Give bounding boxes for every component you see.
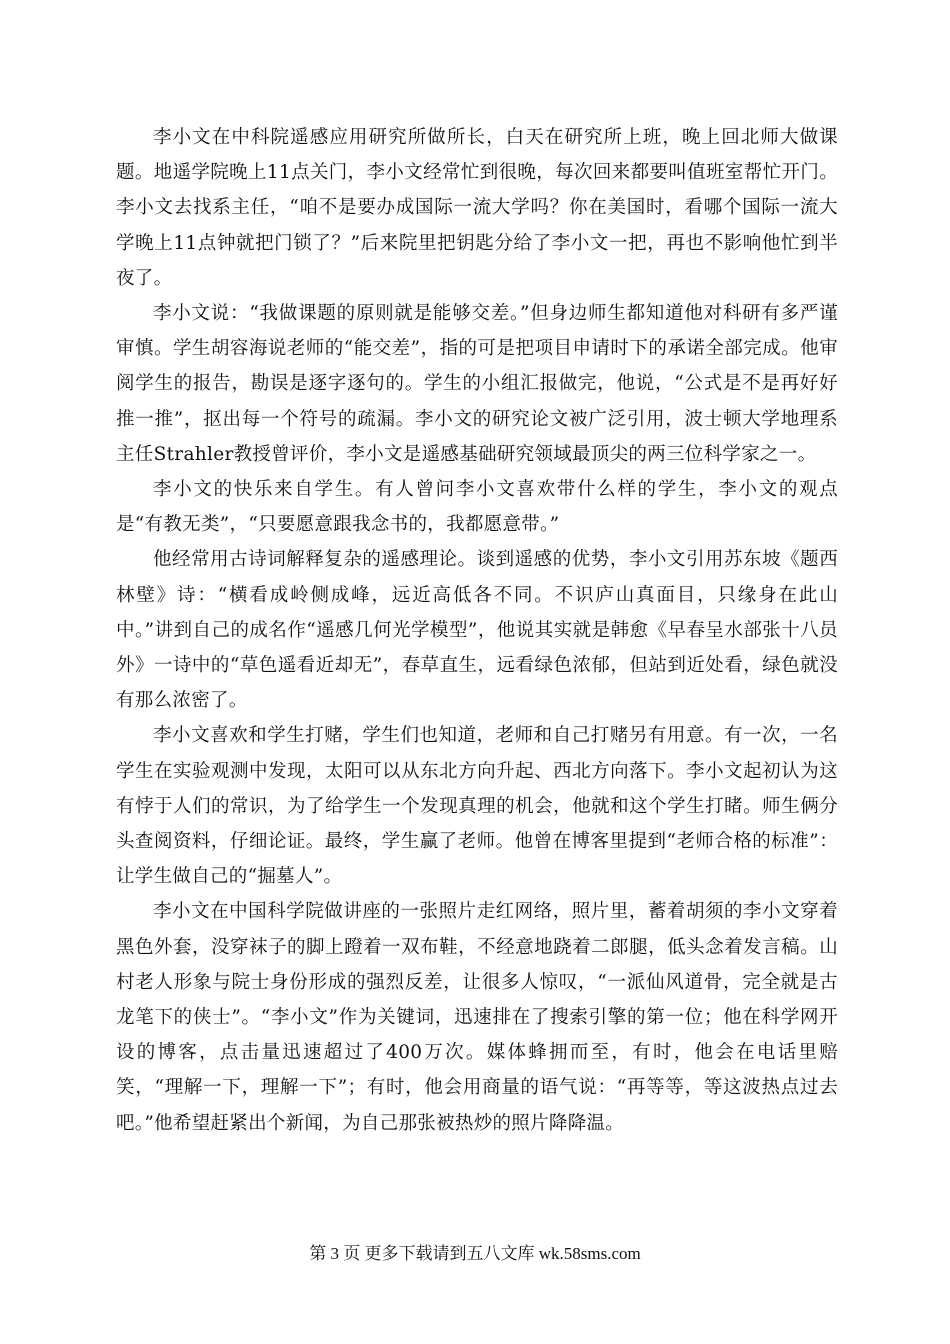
paragraph-6: 李小文在中国科学院做讲座的一张照片走红网络，照片里，蓄着胡须的李小文穿着黑色外套，没穿袜子的脚上蹬着一双布鞋，不经意地跷着二郎腿，低头念着发言稿。山村老人形象与院士身份形成的强烈反差，让很多人惊叹，“一派仙风道骨，完全就是古龙笔下的侠士”。“李小文”作为关键词，迅速排在了搜索引擎的第一位；他在科学网开设的博客，点击量迅速超过了400万次。媒体蜂拥而至，有时，他会在电话里赔笑，“理解一下，理解一下”；有时，他会用商量的语气说：“再等等，等这波热点过去吧。”他希望赶紧出个新闻，为自己那张被热炒的照片降降温。 [116, 901, 838, 1134]
paragraph-1: 李小文在中科院遥感应用研究所做所长，白天在研究所上班，晚上回北师大做课题。地遥学院晚上11点关门，李小文经常忙到很晚，每次回来都要叫值班室帮忙开门。李小文去找系主任，“咱不是要办成国际一流大学吗？你在美国时，看哪个国际一流大学晚上11点钟就把门锁了？”后来院里把钥匙分给了李小文一把，再也不影响他忙到半夜了。 [116, 127, 838, 289]
page-footer: 第 3 页 更多下载请到五八文库 wk.58sms.com [309, 1244, 641, 1263]
paragraph-5: 李小文喜欢和学生打赌，学生们也知道，老师和自己打赌另有用意。有一次，一名学生在实验观测中发现，太阳可以从东北方向升起、西北方向落下。李小文起初认为这有悖于人们的常识，为了给学生一个发现真理的机会，他就和这个学生打睹。师生俩分头查阅资料，仔细论证。最终，学生赢了老师。他曾在博客里提到“老师合格的标准”：让学生做自己的“掘墓人”。 [116, 725, 838, 888]
paragraph-4: 他经常用古诗词解释复杂的遥感理论。谈到遥感的优势，李小文引用苏东坡《题西林壁》诗：“横看成岭侧成峰，远近高低各不同。不识庐山真面目，只缘身在此山中。”讲到自己的成名作“遥感几何光学模型”，他说其实就是韩愈《早春呈水部张十八员外》一诗中的“草色遥看近却无”，春草直生，远看绿色浓郁，但站到近处看，绿色就没有那么浓密了。 [116, 549, 838, 712]
paragraph-3: 李小文的快乐来自学生。有人曾问李小文喜欢带什么样的学生，李小文的观点是“有教无类”，“只要愿意跟我念书的，我都愿意带。” [116, 479, 838, 536]
paragraph-2: 李小文说：“我做课题的原则就是能够交差。”但身边师生都知道他对科研有多严谨审慎。学生胡容海说老师的“能交差”，指的可是把项目申请时下的承诺全部完成。他审阅学生的报告，勘误是逐字逐句的。学生的小组汇报做完，他说，“公式是不是再好好推一推”，抠出每一个符号的疏漏。李小文的研究论文被广泛引用，波士顿大学地理系主任Strahler教授曾评价，李小文是遥感基础研究领域最顶尖的两三位科学家之一。 [116, 303, 838, 465]
article-body [116, 120, 838, 1141]
